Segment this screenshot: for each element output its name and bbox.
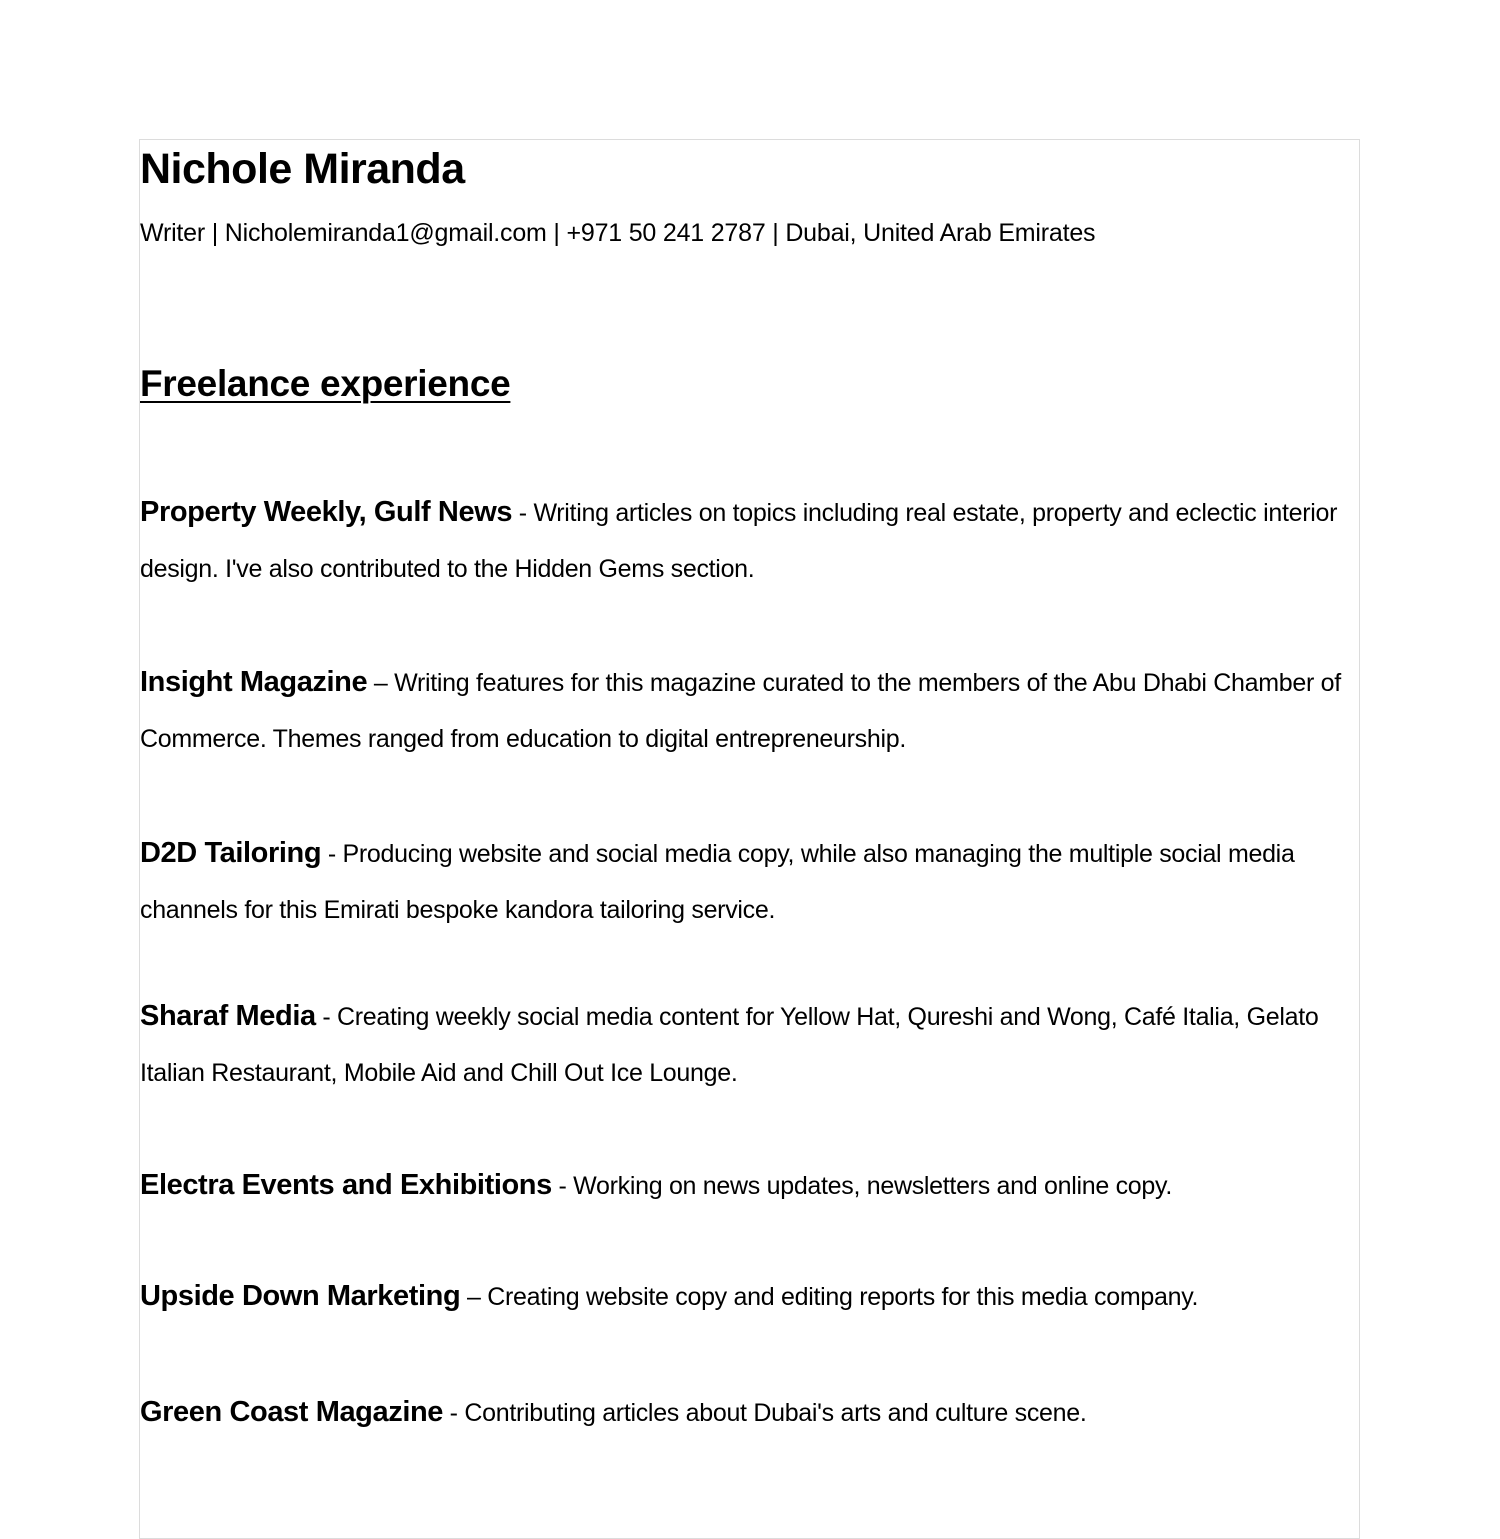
- experience-entry-green-coast-magazine: [140, 1384, 1355, 1441]
- entry-separator: -: [321, 840, 343, 868]
- entry-description: Creating weekly social media content for Yellow Hat, Qureshi and Wong, Café Italia, Gelato Italian Restaurant, Mobile Aid and Chill Out Ice Lounge.: [140, 1003, 1319, 1087]
- entry-organization: Green Coast Magazine: [140, 1396, 444, 1428]
- entry-separator: –: [460, 1283, 488, 1311]
- entry-separator: -: [315, 1003, 338, 1031]
- candidate-name: Nichole Miranda: [140, 145, 465, 193]
- entry-organization: Insight Magazine: [140, 666, 368, 698]
- experience-entry-electra-events: [140, 1157, 1355, 1214]
- entry-description: Working on news updates, newsletters and online copy.: [573, 1172, 1172, 1200]
- experience-entry-upside-down-marketing: [140, 1268, 1355, 1325]
- entry-organization: Electra Events and Exhibitions: [140, 1169, 552, 1201]
- contact-line: Writer | Nicholemiranda1@gmail.com | +971 50 241 2787 | Dubai, United Arab Emirates: [140, 219, 1096, 247]
- entry-description: Writing articles on topics including real estate, property and eclectic interior design. I've also contributed to the Hidden Gems section.: [140, 499, 1338, 583]
- entry-separator: -: [551, 1172, 574, 1200]
- entry-organization: D2D Tailoring: [140, 837, 322, 869]
- entry-separator: -: [512, 499, 534, 527]
- entry-organization: Upside Down Marketing: [140, 1280, 461, 1312]
- experience-entry-insight-magazine: [140, 654, 1355, 767]
- entry-description: Producing website and social media copy, while also managing the multiple social media channels for this Emirati bespoke kandora tailoring service.: [140, 840, 1295, 924]
- entry-description: Writing features for this magazine curated to the members of the Abu Dhabi Chamber of Commerce. Themes ranged from education to digital entrepreneurship.: [140, 669, 1341, 753]
- experience-entry-property-weekly: [140, 484, 1355, 597]
- entry-separator: –: [367, 669, 395, 697]
- entry-separator: -: [443, 1399, 465, 1427]
- experience-entry-sharaf-media: [140, 988, 1355, 1101]
- entry-organization: Sharaf Media: [140, 1000, 316, 1032]
- entry-description: Contributing articles about Dubai's arts and culture scene.: [464, 1399, 1087, 1427]
- entry-description: Creating website copy and editing reports for this media company.: [487, 1283, 1199, 1311]
- experience-entry-d2d-tailoring: [140, 825, 1355, 938]
- entry-organization: Property Weekly, Gulf News: [140, 496, 513, 528]
- section-heading-freelance-experience: Freelance experience: [140, 363, 511, 404]
